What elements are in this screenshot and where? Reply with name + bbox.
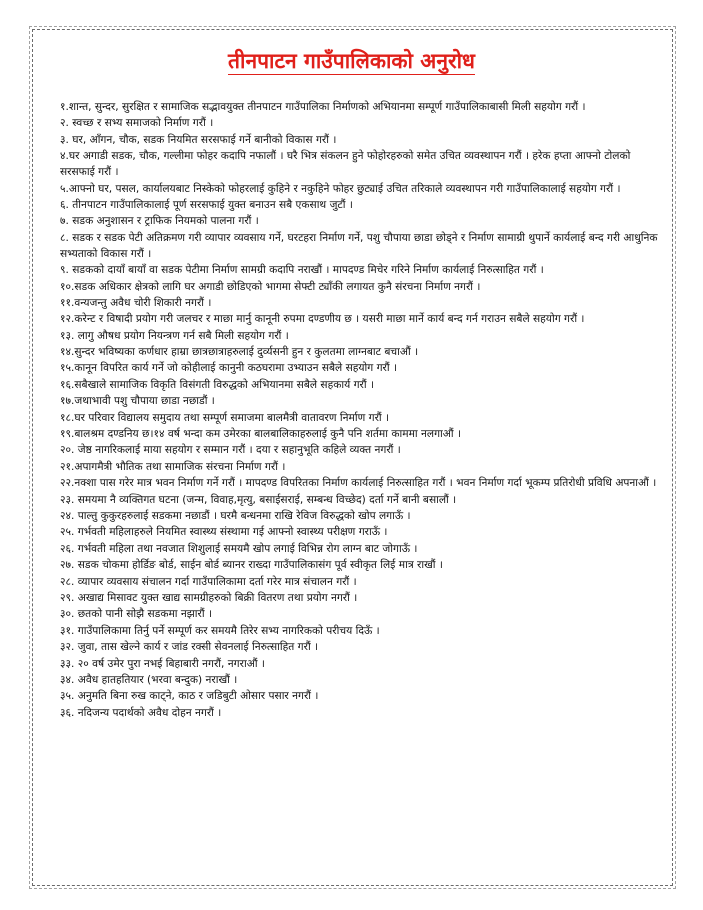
request-item: ३६. नदिजन्य पदार्थको अवैध दोहन नगरौं । bbox=[60, 706, 222, 719]
request-item: १६.सबैखाले सामाजिक विकृति विसंगती विरुद्धको अभियानमा सबैले सहकार्य गरौं । bbox=[60, 378, 375, 391]
request-item: ३०. छतको पानी सोझै सडकमा नझारौं । bbox=[60, 608, 212, 621]
page-title bbox=[0, 47, 703, 75]
request-item: २. स्वच्छ र सभ्य समाजको निर्माण गरौं । bbox=[60, 117, 214, 130]
page-title-text: तीनपाटन गाउँपालिकाको अनुरोध bbox=[228, 49, 475, 73]
request-item: १३. लागु औषध प्रयोग नियन्त्रण गर्न सबै मिली सहयोग गरौं । bbox=[60, 329, 289, 342]
request-item: १०.सडक अधिकार क्षेत्रको लागि घर अगाडी छोडिएको भागमा सेफ्टी ट्याँकी लगायत कुनै संरचना निर्माण नगरौं । bbox=[60, 280, 481, 293]
request-item: ११.वन्यजन्तु अवैध चोरी शिकारी नगरौं । bbox=[60, 296, 212, 309]
request-item: १७.जथाभावी पशु चौपाया छाडा नछाडौं । bbox=[60, 395, 215, 408]
request-item: ३. घर, आँगन, चौक, सडक नियमित सरसफाई गर्ने बानीको विकास गरौं । bbox=[60, 133, 337, 146]
request-item: ७. सडक अनुशासन र ट्राफिक नियमको पालना गरौं । bbox=[60, 215, 259, 228]
request-item: २४. पाल्तु कुकुरहरुलाई सडकमा नछाडौं । घरमै बन्धनमा राखि रेविज विरुद्धको खोप लगाऊँ । bbox=[60, 509, 411, 522]
request-item: २७. सडक चोकमा होर्डिङ बोर्ड, साईन बोर्ड ब्यानर राख्दा गाउँपालिकासंग पूर्व स्वीकृत लिई मात्र राखौं । bbox=[60, 559, 443, 572]
request-item: २०. जेष्ठ नागरिकलाई माया सहयोग र सम्मान गरौं । दया र सहानुभूति कहिले व्यक्त नगरौं । bbox=[60, 444, 401, 457]
request-item: १.शान्त, सुन्दर, सुरक्षित र सामाजिक सद्भावयुक्त तीनपाटन गाउँपालिका निर्माणको अभियानमा सम्पूर्ण गाउँपालिकाबासी मिली सहयोग गरौं । bbox=[60, 101, 586, 113]
request-item: १९.बालश्रम दण्डनिय छ।१४ वर्ष भन्दा कम उमेरका बालबालिकाहरुलाई कुनै पनि शर्तमा काममा नलगाऔं । bbox=[60, 428, 461, 441]
request-item: २९. अखाद्य मिसावट युक्त खाद्य सामग्रीहरुको बिक्री वितरण तथा प्रयोग नगरौं । bbox=[60, 591, 358, 604]
request-item: २३. समयमा नै व्यक्तिगत घटना (जन्म, विवाह,मृत्यु, बसाईसराई, सम्बन्ध विच्छेद) दर्ता गर्ने बानी बसालौं । bbox=[60, 493, 457, 506]
request-item: २६. गर्भवती महिला तथा नवजात शिशुलाई समयमै खोप लगाई विभिन्न रोग लाग्न बाट जोगाऊँ । bbox=[60, 542, 418, 555]
request-item: १८.घर परिवार विद्यालय समुदाय तथा सम्पूर्ण समाजमा बालमैत्री वातावरण निर्माण गरौं । bbox=[60, 411, 390, 424]
request-item: २८. व्यापार व्यवसाय संचालन गर्दा गाउँपालिकामा दर्ता गरेर मात्र संचालन गरौं । bbox=[60, 575, 357, 588]
request-item: २२.नक्शा पास गरेर मात्र भवन निर्माण गर्ने गरौं । मापदण्ड विपरितका निर्माण कार्यलाई निरुत्साहित गरौं । भवन निर्माण गर्दा भूकम्प प्रतिरोधी प्रविधि अपनाऔं । bbox=[60, 477, 657, 490]
request-item: २५. गर्भवती महिलाहरुले नियमित स्वास्थ्य संस्थामा गई आफ्नो स्वास्थ्य परीक्षण गराऊँ । bbox=[60, 526, 388, 539]
request-item: ४.घर अगाडी सडक, चौक, गल्लीमा फोहर कदापि नफालौं । घरै भित्र संकलन हुने फोहोरहरुको समेत उचित व्यवस्थापन गरौं । हरेक हप्ता आफ्नो टोलको सरसफाई गरौं । bbox=[60, 150, 631, 179]
request-item: २१.अपागमैत्री भौतिक तथा सामाजिक संरचना निर्माण गरौं । bbox=[60, 460, 286, 473]
request-item: ३१. गाउँपालिकामा तिर्नु पर्ने सम्पूर्ण कर समयमै तिरेर सभ्य नागरिकको परीचय दिऊँ । bbox=[60, 624, 380, 637]
request-item: १२.करेन्ट र विषादी प्रयोग गरी जलचर र माछा मार्नु कानूनी रुपमा दण्डणीय छ । यसरी माछा मार्ने कार्य बन्द गर्न गराउन सबैले सहयोग गरौं । bbox=[60, 313, 585, 326]
request-item: १५.कानून विपरित कार्य गर्ने जो कोहीलाई कानुनी कठघरामा उभ्याउन सबैले सहयोग गरौं । bbox=[60, 362, 398, 375]
request-item: ५.आफ्नो घर, पसल, कार्यालयबाट निस्केको फोहरलाई कुहिने र नकुहिने फोहर छुट्याई उचित तरिकाले व्यवस्थापन गरी गाउँपालिकालाई सहयोग गरौं । bbox=[60, 182, 621, 195]
request-item: १४.सुन्दर भविष्यका कर्णधार हाम्रा छात्रछात्राहरुलाई दुर्व्यसनी हुन र कुलतमा लाग्नबाट बचाऔं । bbox=[60, 346, 419, 359]
request-item: ३२. जुवा, तास खेल्ने कार्य र जांड रक्सी सेवनलाई निरुत्साहित गरौं । bbox=[60, 641, 319, 654]
request-item: ३५. अनुमति बिना रुख काट्ने, काठ र जडिबुटी ओसार पसार नगरौं । bbox=[60, 690, 319, 703]
request-item: ९. सडकको दायाँ बायाँ वा सडक पेटीमा निर्माण सामग्री कदापि नराखौं । मापदण्ड मिचेर गरिने निर्माण कार्यलाई निरुत्साहित गरौं । bbox=[60, 264, 544, 277]
request-item: ३३. २० वर्ष उमेर पुरा नभई बिहाबारी नगरौं, नगराऔं । bbox=[60, 657, 265, 670]
request-item: ६. तीनपाटन गाउँपालिकालाई पूर्ण सरसफाई युक्त बनाउन सबै एकसाथ जुटौं । bbox=[60, 198, 353, 211]
request-list bbox=[60, 99, 666, 721]
request-item: ८. सडक र सडक पेटी अतिक्रमण गरी व्यापार व्यवसाय गर्ने, घरटहरा निर्माण गर्ने, पशु चौपाया छाडा छोड्ने र निर्माण सामाग्री थुपार्ने कार्यलाई बन्द गरी आधुनिक सभ्यताको विकास गरौं । bbox=[60, 231, 658, 260]
request-item: ३४. अवैध हातहतियार (भरवा बन्दुक) नराखौं । bbox=[60, 673, 238, 686]
